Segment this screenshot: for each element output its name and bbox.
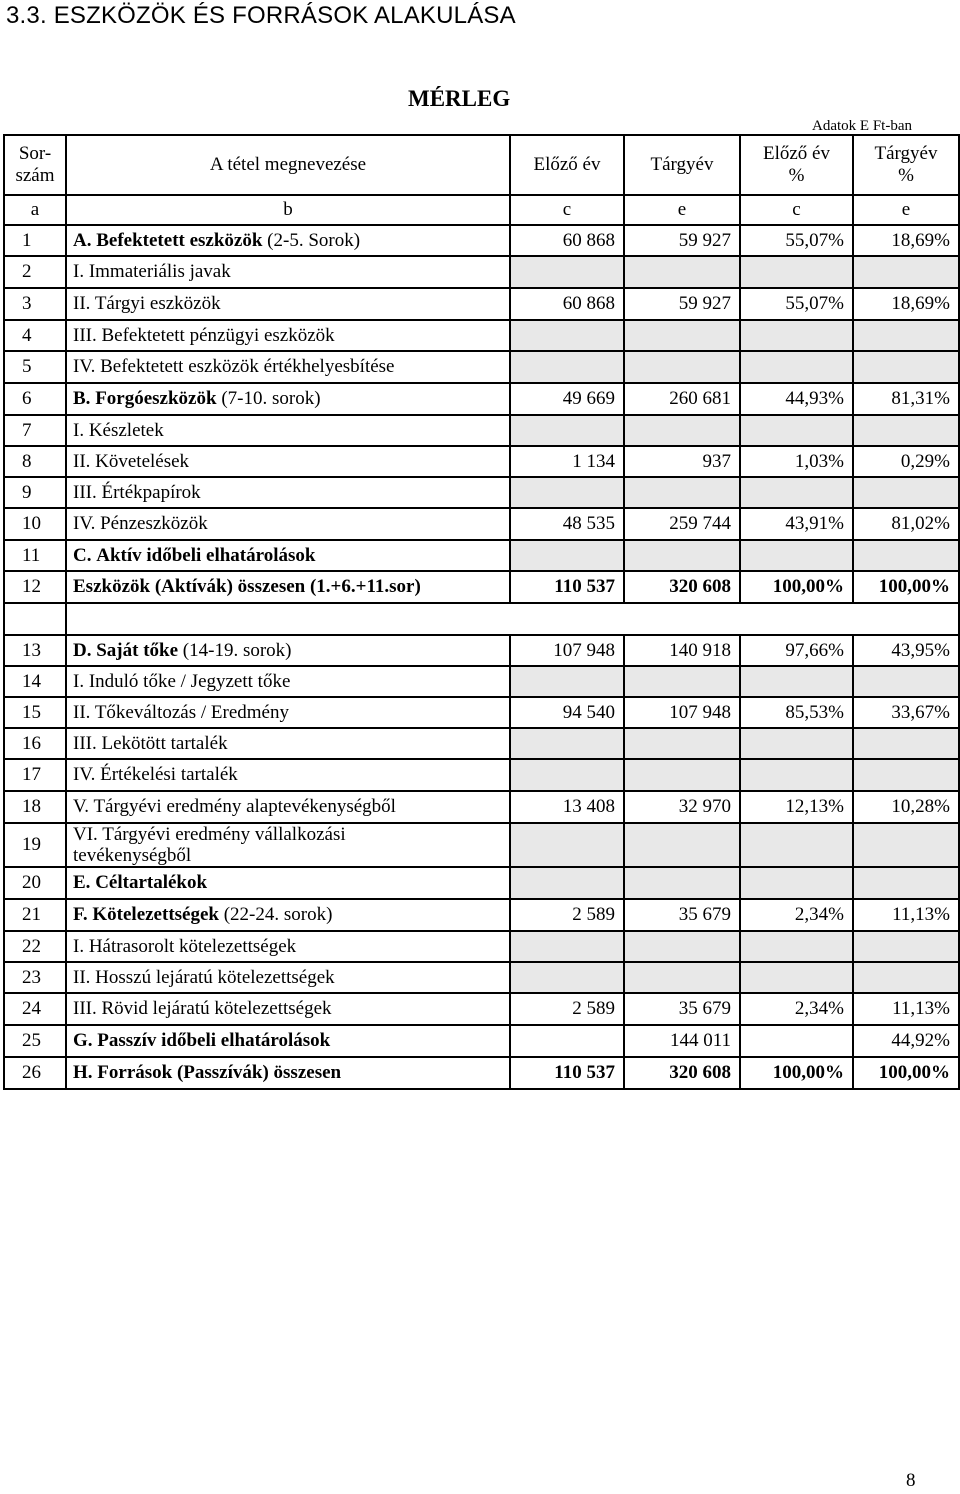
- table-row: [4, 1057, 959, 1089]
- current-year-pct: 11,13%: [853, 899, 959, 931]
- item-label: Befektetett pénzügyi eszközök: [101, 324, 335, 346]
- current-year-value: 259 744: [624, 508, 740, 540]
- item-code: IV.: [73, 513, 96, 534]
- item-label: Készletek: [88, 419, 164, 441]
- prev-year-pct: 44,93%: [740, 383, 853, 415]
- item-code: II.: [73, 293, 91, 314]
- item-suffix: (7-10. sorok): [216, 388, 321, 409]
- item-code: II.: [73, 966, 91, 988]
- row-number: 20: [4, 867, 66, 899]
- item-code: I.: [73, 935, 85, 957]
- current-year-value: [624, 867, 740, 899]
- current-year-value: 59 927: [624, 225, 740, 256]
- item-label: Aktív időbeli elhatárolások: [96, 544, 316, 566]
- item-name-cell: [66, 931, 510, 962]
- current-year-pct: 100,00%: [853, 571, 959, 603]
- prev-year-value: [510, 256, 624, 288]
- column-letter-row: [4, 195, 959, 225]
- row-number: 26: [4, 1057, 66, 1089]
- item-suffix: (2-5. Sorok): [262, 229, 361, 251]
- prev-year-pct: 55,07%: [740, 225, 853, 256]
- item-label: Követelések: [95, 450, 190, 472]
- prev-year-pct: 2,34%: [740, 899, 853, 931]
- item-name-cell: [66, 288, 510, 320]
- item-name-cell: [66, 1057, 510, 1089]
- table-row: [4, 320, 959, 351]
- prev-year-pct: 1,03%: [740, 446, 853, 477]
- item-code: I.: [73, 419, 85, 441]
- header-prev-year: Előző év: [510, 135, 624, 195]
- item-code: III.: [73, 481, 97, 503]
- separator-cell: [4, 603, 66, 635]
- item-name-cell: [66, 383, 510, 415]
- row-number: 21: [4, 899, 66, 931]
- prev-year-pct: [740, 962, 853, 993]
- current-year-pct: 81,02%: [853, 508, 959, 540]
- prev-year-value: 107 948: [510, 635, 624, 666]
- item-label: Rövid lejáratú kötelezettségek: [101, 998, 332, 1019]
- table-row: [4, 823, 959, 867]
- item-code: H.: [73, 1062, 93, 1083]
- item-name-cell: [66, 697, 510, 728]
- table-row: [4, 759, 959, 791]
- prev-year-pct: [740, 320, 853, 351]
- item-code: V.: [73, 796, 90, 817]
- item-code: II.: [73, 701, 91, 723]
- prev-year-value: 110 537: [510, 1057, 624, 1089]
- prev-year-value: 94 540: [510, 697, 624, 728]
- table-row: [4, 446, 959, 477]
- prev-year-value: [510, 351, 624, 383]
- item-name-cell: [66, 351, 510, 383]
- item-name-cell: [66, 759, 510, 791]
- item-name-cell: [66, 635, 510, 666]
- prev-year-value: 2 589: [510, 899, 624, 931]
- prev-year-pct: 2,34%: [740, 993, 853, 1025]
- table-row: [4, 477, 959, 508]
- current-year-value: [624, 666, 740, 697]
- current-year-pct: 33,67%: [853, 697, 959, 728]
- current-year-value: 260 681: [624, 383, 740, 415]
- table-row: [4, 635, 959, 666]
- prev-year-value: [510, 823, 624, 867]
- column-letter: c: [510, 195, 624, 225]
- prev-year-value: [510, 666, 624, 697]
- row-number: 18: [4, 791, 66, 823]
- row-number: 3: [4, 288, 66, 320]
- row-number: 13: [4, 635, 66, 666]
- item-label: Befektetett eszközök értékhelyesbítése: [100, 356, 395, 377]
- row-number: 15: [4, 697, 66, 728]
- prev-year-pct: [740, 1025, 853, 1057]
- units-note: Adatok E Ft-ban: [812, 118, 912, 134]
- item-label: Céltartalékok: [95, 872, 208, 893]
- separator-cell: [66, 603, 959, 635]
- item-label: Források (Passzívák) összesen: [97, 1062, 342, 1083]
- current-year-pct: [853, 759, 959, 791]
- row-number: 14: [4, 666, 66, 697]
- row-number: 5: [4, 351, 66, 383]
- current-year-value: 32 970: [624, 791, 740, 823]
- row-number: 6: [4, 383, 66, 415]
- prev-year-value: 48 535: [510, 508, 624, 540]
- page-number: 8: [906, 1470, 916, 1491]
- table-row: [4, 415, 959, 446]
- item-code: D.: [73, 639, 92, 661]
- current-year-value: 59 927: [624, 288, 740, 320]
- row-number: 11: [4, 540, 66, 571]
- prev-year-value: [510, 540, 624, 571]
- item-name-cell: [66, 962, 510, 993]
- table-row: [4, 931, 959, 962]
- separator-row: [4, 603, 959, 635]
- prev-year-pct: 55,07%: [740, 288, 853, 320]
- current-year-value: 140 918: [624, 635, 740, 666]
- item-name-cell: [66, 508, 510, 540]
- current-year-value: [624, 256, 740, 288]
- table-row: [4, 899, 959, 931]
- current-year-value: [624, 415, 740, 446]
- current-year-pct: [853, 540, 959, 571]
- row-number: 12: [4, 571, 66, 603]
- prev-year-value: 110 537: [510, 571, 624, 603]
- item-name-cell: [66, 415, 510, 446]
- table-row: [4, 508, 959, 540]
- current-year-pct: [853, 666, 959, 697]
- item-label: Immateriális javak: [88, 261, 231, 282]
- table-row: [4, 993, 959, 1025]
- prev-year-pct: [740, 823, 853, 867]
- item-code: B.: [73, 388, 91, 409]
- header-row: [4, 135, 959, 195]
- table-row: [4, 867, 959, 899]
- prev-year-pct: [740, 351, 853, 383]
- table-row: [4, 351, 959, 383]
- item-label: Tárgyi eszközök: [94, 293, 221, 314]
- item-code: II.: [73, 450, 91, 472]
- item-label: Lekötött tartalék: [101, 732, 228, 754]
- current-year-value: [624, 540, 740, 571]
- prev-year-value: [510, 320, 624, 351]
- prev-year-pct: [740, 759, 853, 791]
- row-number: 9: [4, 477, 66, 508]
- current-year-pct: [853, 823, 959, 867]
- current-year-value: 320 608: [624, 571, 740, 603]
- prev-year-value: 2 589: [510, 993, 624, 1025]
- row-number: 24: [4, 993, 66, 1025]
- item-label: Passzív időbeli elhatárolások: [97, 1030, 331, 1051]
- item-code: III.: [73, 732, 97, 754]
- current-year-pct: 10,28%: [853, 791, 959, 823]
- item-name-cell: [66, 791, 510, 823]
- item-label: Saját tőke: [96, 639, 179, 661]
- prev-year-pct: 85,53%: [740, 697, 853, 728]
- header-prev-year-pct: Előző év %: [740, 135, 853, 195]
- header-name: A tétel megnevezése: [66, 135, 510, 195]
- item-name-cell: [66, 867, 510, 899]
- prev-year-value: [510, 1025, 624, 1057]
- table-row: [4, 666, 959, 697]
- current-year-value: 937: [624, 446, 740, 477]
- table-row: [4, 540, 959, 571]
- prev-year-value: 49 669: [510, 383, 624, 415]
- prev-year-pct: 100,00%: [740, 571, 853, 603]
- item-label: Értékelési tartalék: [100, 764, 238, 785]
- item-label: Hátrasorolt kötelezettségek: [88, 935, 297, 957]
- table-row: [4, 571, 959, 603]
- table-row: [4, 697, 959, 728]
- prev-year-value: 1 134: [510, 446, 624, 477]
- item-name-cell: [66, 993, 510, 1025]
- prev-year-value: [510, 931, 624, 962]
- table-row: [4, 1025, 959, 1057]
- current-year-value: [624, 351, 740, 383]
- item-code: III.: [73, 998, 97, 1019]
- current-year-pct: 43,95%: [853, 635, 959, 666]
- current-year-pct: [853, 256, 959, 288]
- current-year-value: [624, 759, 740, 791]
- table-row: [4, 962, 959, 993]
- column-letter: e: [624, 195, 740, 225]
- item-label: Kötelezettségek: [92, 904, 219, 925]
- current-year-pct: [853, 415, 959, 446]
- item-code: VI.: [73, 824, 98, 845]
- item-name-cell: [66, 256, 510, 288]
- item-label: Tőkeváltozás / Eredmény: [94, 701, 289, 723]
- document-title: MÉRLEG: [408, 86, 511, 111]
- prev-year-value: [510, 477, 624, 508]
- row-number: 17: [4, 759, 66, 791]
- current-year-pct: 18,69%: [853, 288, 959, 320]
- item-suffix: (14-19. sorok): [178, 639, 292, 661]
- row-number: 25: [4, 1025, 66, 1057]
- prev-year-value: 13 408: [510, 791, 624, 823]
- row-number: 16: [4, 728, 66, 759]
- prev-year-value: [510, 759, 624, 791]
- current-year-pct: 0,29%: [853, 446, 959, 477]
- item-name-cell: [66, 1025, 510, 1057]
- column-letter: b: [66, 195, 510, 225]
- item-code: I.: [73, 670, 85, 692]
- current-year-pct: 100,00%: [853, 1057, 959, 1089]
- prev-year-pct: 100,00%: [740, 1057, 853, 1089]
- item-name-cell: [66, 446, 510, 477]
- item-code: F.: [73, 904, 88, 925]
- item-name-cell: [66, 477, 510, 508]
- current-year-pct: [853, 320, 959, 351]
- prev-year-pct: [740, 931, 853, 962]
- balance-sheet-table: [3, 134, 960, 1090]
- current-year-value: 144 011: [624, 1025, 740, 1057]
- item-name-cell: [66, 899, 510, 931]
- prev-year-value: [510, 415, 624, 446]
- table-row: [4, 225, 959, 256]
- item-label: Tárgyévi eredmény vállalkozási tevékenységből: [73, 824, 346, 866]
- current-year-value: 107 948: [624, 697, 740, 728]
- current-year-value: [624, 931, 740, 962]
- current-year-pct: [853, 728, 959, 759]
- row-number: 4: [4, 320, 66, 351]
- prev-year-pct: 12,13%: [740, 791, 853, 823]
- current-year-value: [624, 823, 740, 867]
- prev-year-value: 60 868: [510, 288, 624, 320]
- current-year-pct: [853, 867, 959, 899]
- header-current-year: Tárgyév: [624, 135, 740, 195]
- current-year-pct: [853, 351, 959, 383]
- header-sorszam: Sor- szám: [4, 135, 66, 195]
- prev-year-pct: [740, 728, 853, 759]
- current-year-pct: 81,31%: [853, 383, 959, 415]
- current-year-value: [624, 728, 740, 759]
- current-year-pct: [853, 477, 959, 508]
- item-suffix: (22-24. sorok): [218, 904, 333, 925]
- prev-year-pct: [740, 540, 853, 571]
- item-code: A.: [73, 229, 92, 251]
- row-number: 10: [4, 508, 66, 540]
- item-label: Induló tőke / Jegyzett tőke: [88, 670, 291, 692]
- prev-year-pct: 43,91%: [740, 508, 853, 540]
- item-name-cell: [66, 823, 510, 867]
- current-year-pct: 18,69%: [853, 225, 959, 256]
- item-label: Hosszú lejáratú kötelezettségek: [95, 966, 335, 988]
- prev-year-pct: [740, 415, 853, 446]
- row-number: 1: [4, 225, 66, 256]
- prev-year-value: [510, 728, 624, 759]
- column-letter: e: [853, 195, 959, 225]
- prev-year-value: [510, 867, 624, 899]
- item-label: Eszközök (Aktívák) összesen (1.+6.+11.sor): [73, 576, 421, 597]
- row-number: 23: [4, 962, 66, 993]
- item-code: I.: [73, 261, 85, 282]
- current-year-value: [624, 962, 740, 993]
- item-code: IV.: [73, 356, 96, 377]
- prev-year-pct: [740, 477, 853, 508]
- item-name-cell: [66, 571, 510, 603]
- current-year-pct: [853, 931, 959, 962]
- table-row: [4, 383, 959, 415]
- item-code: C.: [73, 544, 92, 566]
- item-label: Befektetett eszközök: [96, 229, 263, 251]
- item-name-cell: [66, 540, 510, 571]
- row-number: 2: [4, 256, 66, 288]
- prev-year-pct: [740, 867, 853, 899]
- current-year-value: [624, 477, 740, 508]
- prev-year-value: 60 868: [510, 225, 624, 256]
- item-code: IV.: [73, 764, 96, 785]
- current-year-value: 320 608: [624, 1057, 740, 1089]
- table-row: [4, 728, 959, 759]
- table-row: [4, 791, 959, 823]
- column-letter: c: [740, 195, 853, 225]
- section-title: 3.3. ESZKÖZÖK ÉS FORRÁSOK ALAKULÁSA: [6, 2, 516, 29]
- item-label: Forgóeszközök: [95, 388, 217, 409]
- item-label: Pénzeszközök: [100, 513, 208, 534]
- current-year-pct: [853, 962, 959, 993]
- prev-year-pct: [740, 256, 853, 288]
- prev-year-pct: 97,66%: [740, 635, 853, 666]
- current-year-value: 35 679: [624, 993, 740, 1025]
- current-year-pct: 11,13%: [853, 993, 959, 1025]
- item-code: G.: [73, 1030, 93, 1051]
- item-name-cell: [66, 728, 510, 759]
- item-name-cell: [66, 225, 510, 256]
- current-year-value: [624, 320, 740, 351]
- table-row: [4, 256, 959, 288]
- item-name-cell: [66, 320, 510, 351]
- item-code: III.: [73, 324, 97, 346]
- item-code: E.: [73, 872, 91, 893]
- row-number: 7: [4, 415, 66, 446]
- current-year-value: 35 679: [624, 899, 740, 931]
- item-name-cell: [66, 666, 510, 697]
- row-number: 19: [4, 823, 66, 867]
- table-row: [4, 288, 959, 320]
- column-letter: a: [4, 195, 66, 225]
- header-current-year-pct: Tárgyév %: [853, 135, 959, 195]
- item-label: Tárgyévi eredmény alaptevékenységből: [93, 796, 396, 817]
- current-year-pct: 44,92%: [853, 1025, 959, 1057]
- prev-year-pct: [740, 666, 853, 697]
- item-label: Értékpapírok: [101, 481, 201, 503]
- row-number: 8: [4, 446, 66, 477]
- prev-year-value: [510, 962, 624, 993]
- row-number: 22: [4, 931, 66, 962]
